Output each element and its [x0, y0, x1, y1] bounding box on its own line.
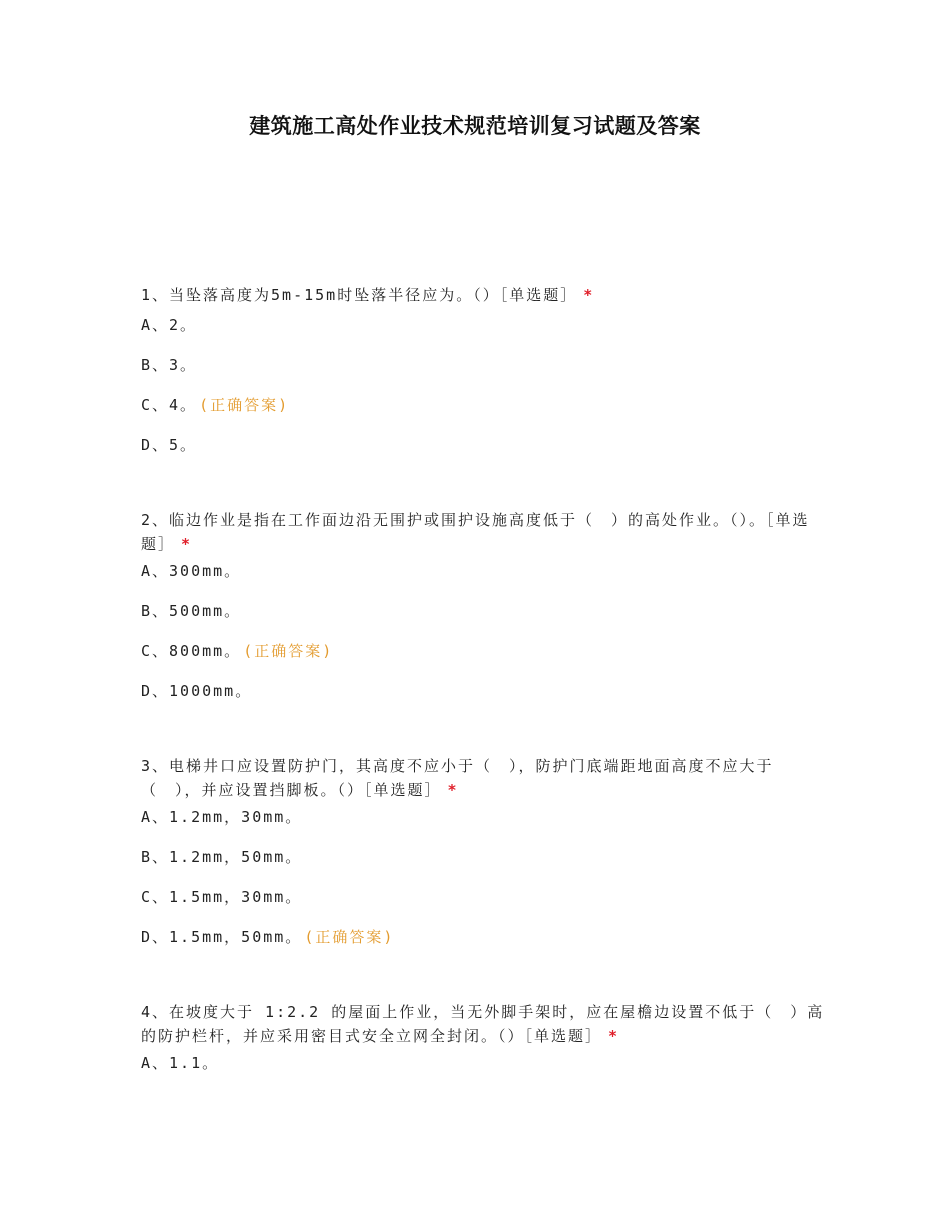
- question-2-option-a: [141, 559, 831, 583]
- option-label: C、4。: [141, 396, 198, 414]
- option-label: A、2。: [141, 316, 198, 334]
- correct-answer-tag: (正确答案): [304, 928, 395, 946]
- option-label: A、1.1。: [141, 1054, 220, 1072]
- question-2-option-b: [141, 599, 831, 623]
- required-mark: *: [181, 535, 193, 553]
- question-1-stem: 1、当坠落高度为5m-15m时坠落半径应为。（）［单选题］: [141, 286, 578, 304]
- option-label: D、5。: [141, 436, 198, 454]
- question-2-text: [141, 508, 831, 556]
- question-3-text: [141, 754, 831, 802]
- question-3-stem: 3、电梯井口应设置防护门，其高度不应小于（ ），防护门底端距地面高度不应大于（ ），并应设置挡脚板。（）［单选题］: [141, 757, 774, 799]
- question-3-option-d: [141, 925, 831, 949]
- correct-answer-tag: (正确答案): [243, 642, 334, 660]
- required-mark: *: [447, 781, 459, 799]
- option-label: D、1000mm。: [141, 682, 253, 700]
- question-3-option-c: [141, 885, 831, 909]
- question-1-option-a: [141, 313, 831, 337]
- question-1-option-d: [141, 433, 831, 457]
- question-1-option-b: [141, 353, 831, 377]
- option-label: B、3。: [141, 356, 198, 374]
- option-label: D、1.5mm，50mm。: [141, 928, 303, 946]
- question-3-option-a: [141, 805, 831, 829]
- option-label: C、800mm。: [141, 642, 242, 660]
- option-label: A、1.2mm，30mm。: [141, 808, 303, 826]
- option-label: C、1.5mm，30mm。: [141, 888, 303, 906]
- question-3-option-b: [141, 845, 831, 869]
- question-2-option-c: [141, 639, 831, 663]
- option-label: B、500mm。: [141, 602, 242, 620]
- question-2-option-d: [141, 679, 831, 703]
- required-mark: *: [583, 286, 595, 304]
- option-label: B、1.2mm，50mm。: [141, 848, 303, 866]
- question-1-text: [141, 283, 831, 307]
- question-2-stem: 2、临边作业是指在工作面边沿无围护或围护设施高度低于（ ）的高处作业。（）。［单选题］: [141, 511, 810, 553]
- question-1-option-c: [141, 393, 831, 417]
- correct-answer-tag: (正确答案): [199, 396, 290, 414]
- question-4-option-a: [141, 1051, 831, 1075]
- question-4-text: [141, 1000, 831, 1048]
- document-title: 建筑施工高处作业技术规范培训复习试题及答案: [249, 113, 701, 138]
- required-mark: *: [608, 1027, 620, 1045]
- option-label: A、300mm。: [141, 562, 242, 580]
- question-4-stem: 4、在坡度大于 1:2.2 的屋面上作业，当无外脚手架时，应在屋檐边设置不低于（ ）高的防护栏杆，并应采用密目式安全立网全封闭。（）［单选题］: [141, 1003, 825, 1045]
